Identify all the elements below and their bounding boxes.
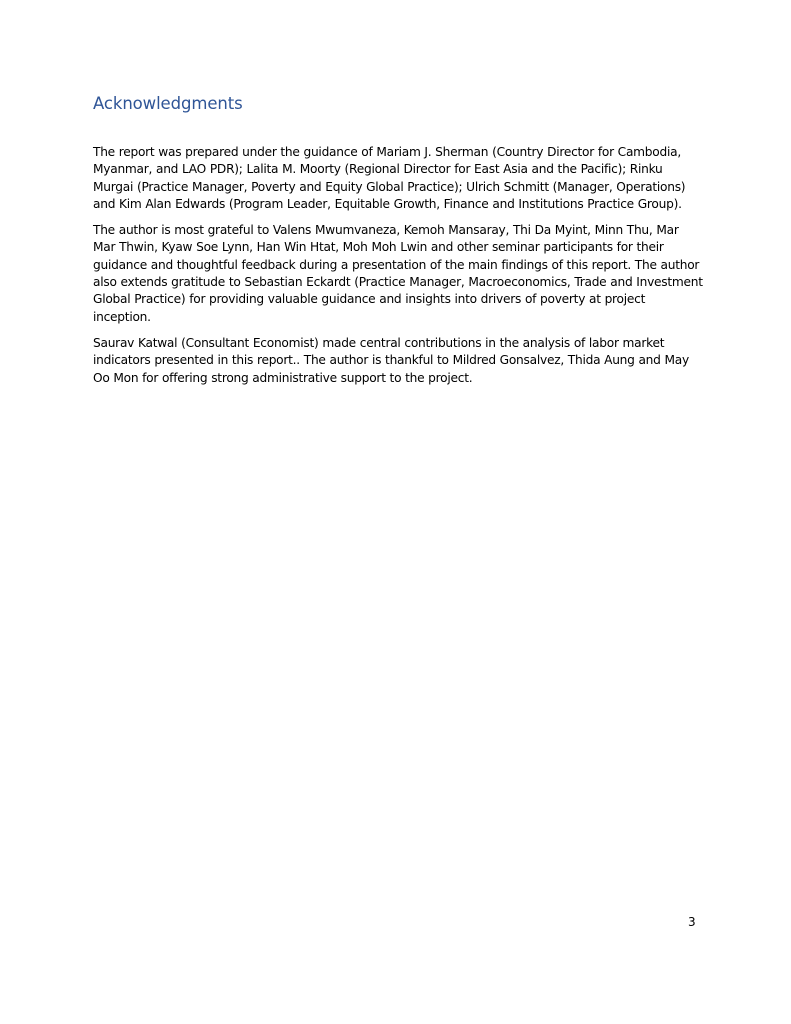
section-heading: Acknowledgments [93,94,243,113]
paragraph-contributions: Saurav Katwal (Consultant Economist) made central contributions in the analysis of labor market indicators presented in this report.. The author is thankful to Mildred Gonsalvez, Thida Aung and May Oo Mon for offering strong administrative support to the project. [93,335,689,385]
body-text [93,144,703,396]
page-number: 3 [688,915,696,929]
paragraph-guidance: The report was prepared under the guidance of Mariam J. Sherman (Country Director for Cambodia, Myanmar, and LAO PDR); Lalita M. Moorty (Regional Director for East Asia and the Pacific); Rinku Murgai (Practice Manager, Poverty and Equity Global Practice); Ulrich Schmitt (Manager, Operations) and Kim Alan Edwards (Program Leader, Equitable Growth, Finance and Institutions Practice Group). [93,145,686,211]
paragraph-gratitude: The author is most grateful to Valens Mwumvaneza, Kemoh Mansaray, Thi Da Myint, Minn Thu, Mar Mar Thwin, Kyaw Soe Lynn, Han Win Htat, Moh Moh Lwin and other seminar participants for their guidance and thoughtful feedback during a presentation of the main findings of this report. The author also extends gratitude to Sebastian Eckardt (Practice Manager, Macroeconomics, Trade and Investment Global Practice) for providing valuable guidance and insights into drivers of poverty at project inception. [93,223,703,324]
